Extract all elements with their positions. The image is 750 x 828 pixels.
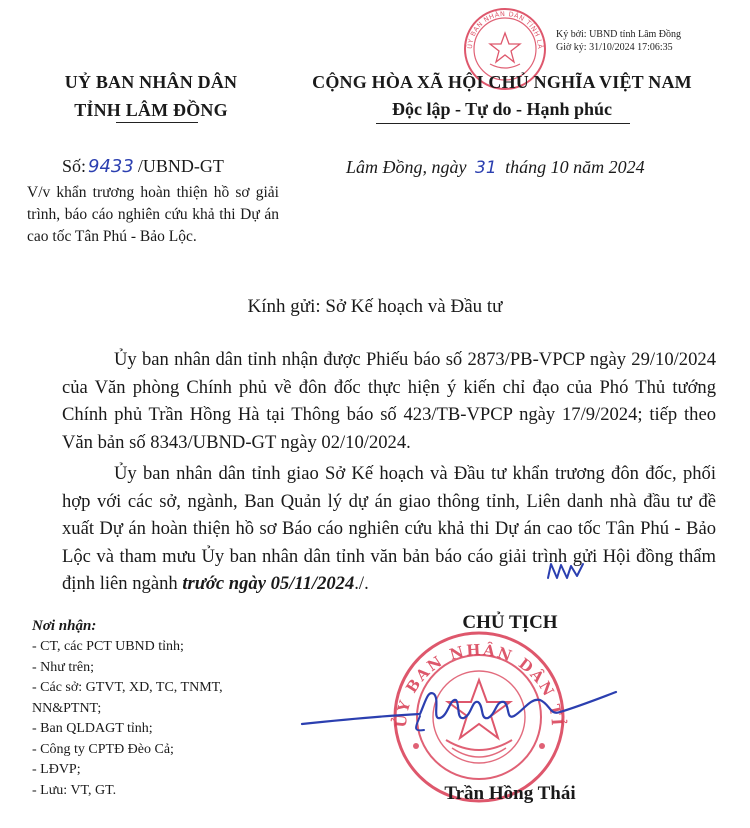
recipient-item: NN&PTNT; [32,700,102,716]
recipient-item: - Các sở: GTVT, XD, TC, TNMT, [32,680,223,695]
doc-number-handwritten: 9433 [88,156,134,177]
signer-title: CHỦ TỊCH [462,612,558,633]
recipients-list [32,637,272,801]
signature-icon [300,680,620,740]
doc-number-prefix: Số: [62,156,87,176]
document-number [62,156,224,177]
svg-text:ỦY BAN NHÂN DÂN TỈNH LÂM ĐỒNG: ỦY BAN NHÂN DÂN TỈNH LÂM ĐỒNG [458,0,545,50]
national-motto-underline [376,123,630,124]
recipient-item: - Ban QLDAGT tỉnh; [32,721,153,736]
signer-name: Trần Hồng Thái [444,783,576,804]
national-motto: Độc lập - Tự do - Hạnh phúc [391,99,613,119]
place-date [346,157,645,178]
signed-by-text: Ký bởi: UBND tỉnh Lâm Đồng [556,29,682,40]
body-paragraph-1 [62,346,716,456]
recipient-item: - Như trên; [32,659,95,675]
recipient-item: - Công ty CPTĐ Đèo Cả; [32,741,174,757]
place-date-prefix: Lâm Đồng, ngày [346,157,467,177]
paragraph-2-text: Ủy ban nhân dân tỉnh giao Sở Kế hoạch và Đầu tư khẩn trương đôn đốc, phối hợp với các sở, ngành, Ban Quản lý dự án giao thông tỉnh, Liên danh nhà đầu tư đề xuất Dự án hoàn thiện hồ sơ Báo cáo nghiên cứu khả thi Dự án cao tốc Tân Phú - Bảo Lộc và tham mưu Ủy ban nhân dân tỉnh văn bản báo cáo giải trình gửi Hội đồng thẩm định liên ngành [62,463,716,594]
digital-signature-info [556,28,746,54]
issuer-line-2: TỈNH LÂM ĐỒNG [74,100,228,120]
recipients-title: Nơi nhận: [32,618,97,634]
recipient-item: - Lưu: VT, GT. [32,782,117,798]
svg-text:ỦY BAN NHÂN DÂN TỈNH LÂM ĐỒNG: ỦY BAN NHÂN DÂN TỈNH LÂM ĐỒNG [380,614,567,729]
signed-time-text: Giờ ký: 31/10/2024 17:06:35 [556,42,673,53]
paragraph-2-deadline: trước ngày 05/11/2024 [182,573,355,594]
issuer-line-1: UỶ BAN NHÂN DÂN [64,72,238,92]
paragraph-1-text: Ủy ban nhân dân tỉnh nhận được Phiếu báo số 2873/PB-VPCP ngày 29/10/2024 của Văn phòng Chính phủ về đôn đốc thực hiện ý kiến chỉ đạo của Phó Thủ tướng Chính phủ Trần Hồng Hà tại Thông báo số 423/TB-VPCP ngày 17/9/2024; tiếp theo Văn bản số 8343/UBND-GT ngày 02/10/2024. [62,349,716,453]
addressee: Kính gửi: Sở Kế hoạch và Đầu tư [247,296,503,317]
place-date-suffix: tháng 10 năm 2024 [505,157,645,177]
recipient-item: - CT, các PCT UBND tỉnh; [32,639,184,654]
issuer-underline [116,122,198,123]
initials-mark-icon [545,560,585,582]
paragraph-2-end: ./. [354,573,369,594]
subject-text: V/v khẩn trương hoàn thiện hồ sơ giải trình, báo cáo nghiên cứu khả thi Dự án cao tốc Tân Phú - Bảo Lộc. [27,184,279,245]
recipient-item: - LĐVP; [32,762,81,777]
body-paragraph-2 [62,460,716,598]
recipients-block [32,618,272,801]
national-title: CỘNG HÒA XÃ HỘI CHỦ NGHĨA VIỆT NAM [312,72,692,92]
doc-number-suffix: /UBND-GT [137,156,224,176]
place-date-day: 31 [475,158,497,178]
